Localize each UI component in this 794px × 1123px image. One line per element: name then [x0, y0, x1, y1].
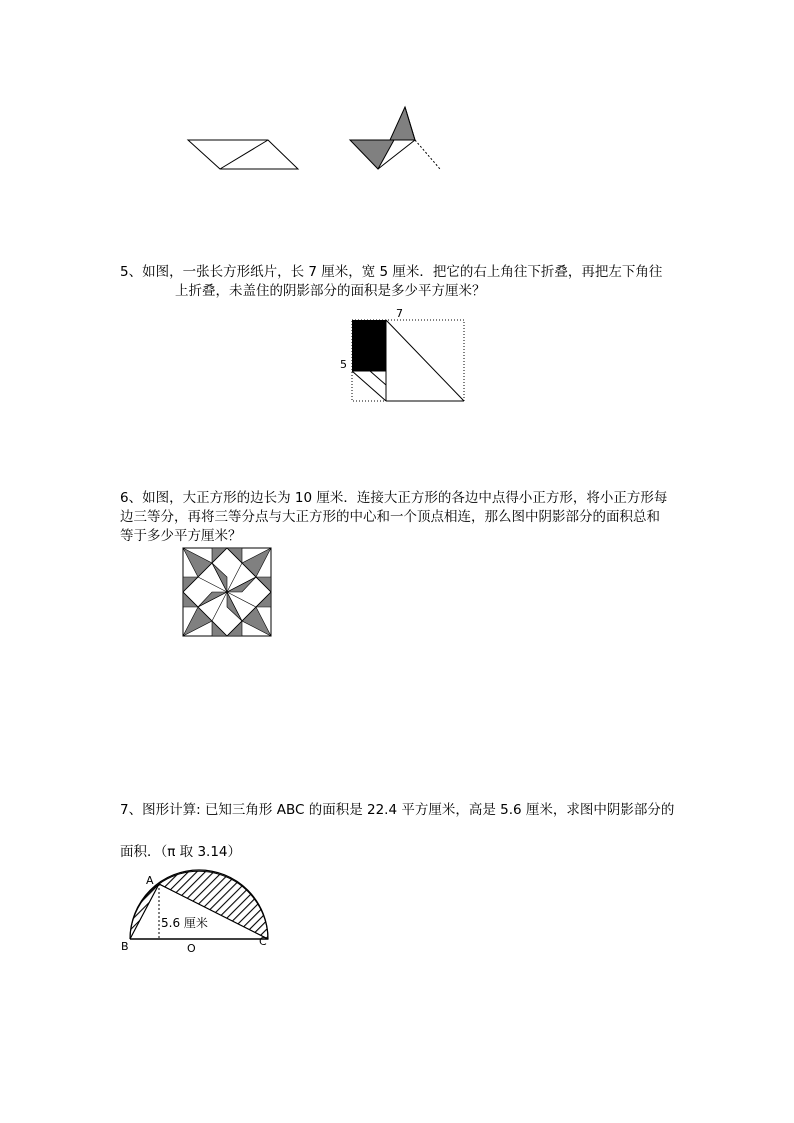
q6-line1: 6、如图，大正方形的边长为 10 厘米．连接大正方形的各边中点得小正方形，将小正方形每 — [120, 490, 668, 506]
q5-figure — [335, 305, 475, 410]
q6-line2: 边三等分，再将三等分点与大正方形的中心和一个顶点相连，那么图中阴影部分的面积总和 — [120, 509, 660, 525]
fold-line-upper — [386, 320, 464, 401]
label-b: B — [121, 940, 129, 953]
shaded-black-part — [352, 320, 386, 371]
q7-figure — [115, 868, 275, 958]
fold-figures — [0, 0, 794, 200]
q5-line2: 上折叠，未盖住的阴影部分的面积是多少平方厘米？ — [175, 283, 486, 299]
q5-line1: 5、如图，一张长方形纸片，长 7 厘米，宽 5 厘米．把它的右上角往下折叠，再把左下角往 — [120, 264, 663, 280]
fold-top-shade — [390, 107, 415, 140]
fold-line-lower — [352, 371, 386, 401]
q7-line1: 7、图形计算: 已知三角形 ABC 的面积是 22.4 平方厘米，高是 5.6 厘米，求图中阴影部分的 — [120, 802, 675, 818]
lower-fold-side — [370, 371, 386, 385]
q6-figure — [180, 545, 275, 640]
parallelogram-diagonal — [220, 140, 268, 169]
fold-left-shade — [350, 140, 394, 169]
label-o: O — [187, 942, 196, 955]
fold-dashed — [415, 140, 440, 169]
parallelogram — [188, 140, 298, 169]
label-height: 5.6 厘米 — [161, 916, 208, 930]
label-width: 5 — [340, 358, 347, 371]
q6-line3: 等于多少平方厘米？ — [120, 528, 242, 544]
side-ab — [130, 884, 159, 939]
label-length: 7 — [396, 307, 403, 320]
label-a: A — [146, 874, 154, 887]
label-c: C — [259, 935, 267, 948]
q7-line2: 面积．（π 取 3.14） — [120, 844, 242, 860]
